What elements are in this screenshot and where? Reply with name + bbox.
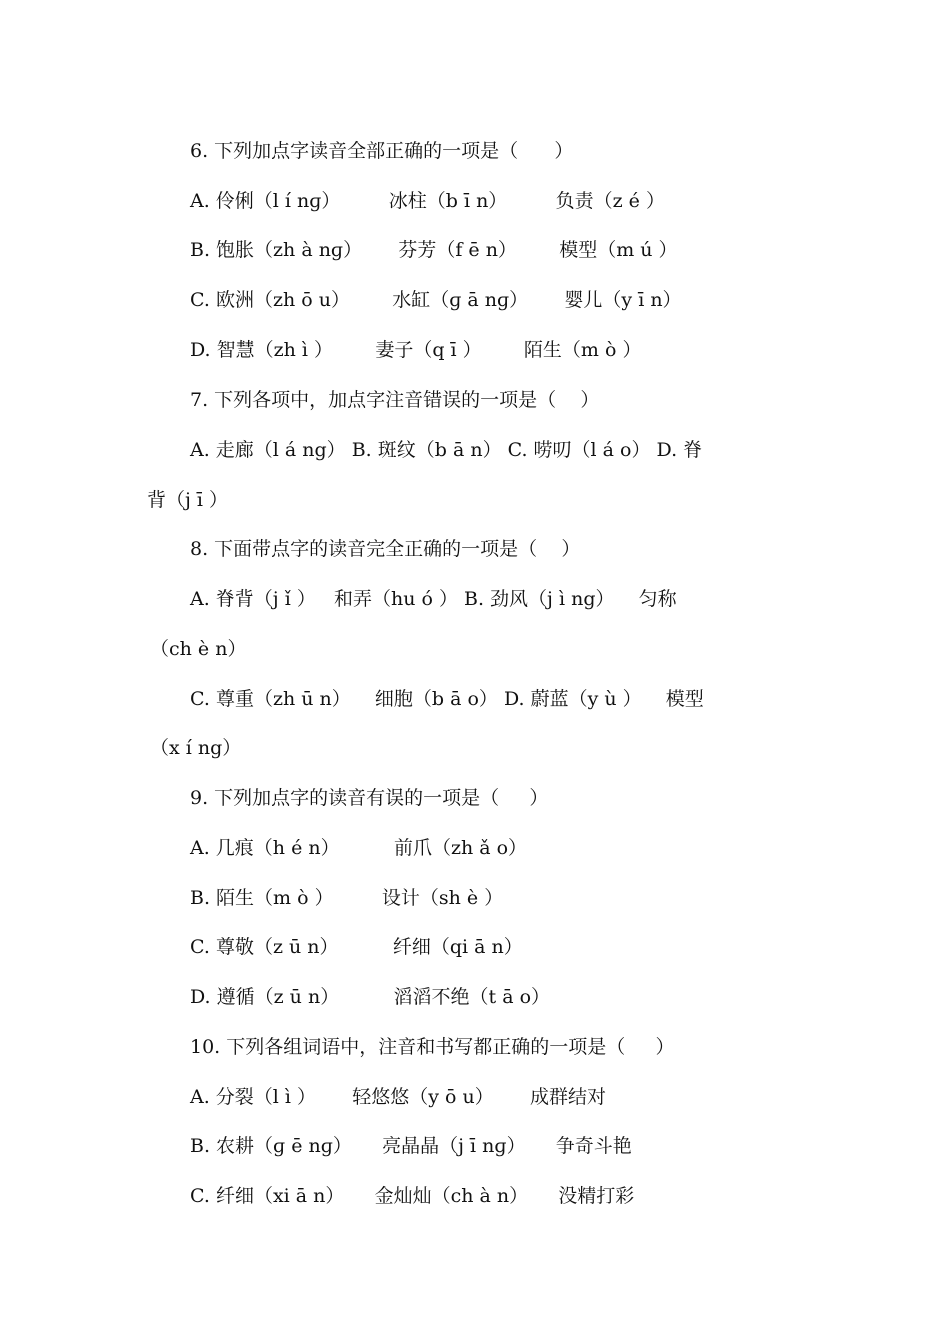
question-7-options: A. 走廊（l á ng） B. 斑纹（b ā n） C. 唠叨（l á o） D. 脊 <box>190 439 703 461</box>
question-8-options-ab: A. 脊背（j ǐ ） 和弄（hu ó ） B. 劲风（j ì ng） 匀称 <box>190 588 677 610</box>
question-6-option-a: A. 伶俐（l í nɡ） 冰柱（b ī n） 负责（z é ） <box>190 190 665 212</box>
question-9-option-a: A. 几痕（h é n） 前爪（zh ǎ o） <box>190 837 528 859</box>
question-6-stem: 6. 下列加点字读音全部正确的一项是（ ） <box>190 140 574 162</box>
question-9-stem: 9. 下列加点字的读音有误的一项是（ ） <box>190 787 549 809</box>
question-10-option-c: C. 纤细（xi ā n） 金灿灿（ch à n） 没精打彩 <box>190 1185 635 1207</box>
question-7-stem: 7. 下列各项中，加点字注音错误的一项是（ ） <box>190 389 600 411</box>
question-8-options-ab-cont: （ch è n） <box>150 638 247 660</box>
question-8-options-cd: C. 尊重（zh ū n） 细胞（b ā o） D. 蔚蓝（y ù ） 模型 <box>190 688 704 710</box>
question-6-option-c: C. 欧洲（zh ō u） 水缸（ɡ ā nɡ） 婴儿（y ī n） <box>190 289 682 311</box>
question-10-option-a: A. 分裂（l ì ） 轻悠悠（y ō u） 成群结对 <box>190 1086 606 1108</box>
question-7-options-cont: 背（j ī ） <box>147 489 229 511</box>
question-6-option-d: D. 智慧（zh ì ） 妻子（q ī ） 陌生（m ò ） <box>190 339 642 361</box>
question-10-option-b: B. 农耕（ɡ ē nɡ） 亮晶晶（j ī nɡ） 争奇斗艳 <box>190 1135 632 1157</box>
question-8-stem: 8. 下面带点字的读音完全正确的一项是（ ） <box>190 538 581 560</box>
question-10-stem: 10. 下列各组词语中，注音和书写都正确的一项是（ ） <box>190 1036 675 1058</box>
question-9-option-b: B. 陌生（m ò ） 设计（sh è ） <box>190 887 504 909</box>
question-8-options-cd-cont: （x í ng） <box>150 737 242 759</box>
question-6-option-b: B. 饱胀（zh à nɡ） 芬芳（f ē n） 模型（m ú ） <box>190 239 678 261</box>
question-9-option-d: D. 遵循（z ū n） 滔滔不绝（t ā o） <box>190 986 551 1008</box>
question-9-option-c: C. 尊敬（z ū n） 纤细（qi ā n） <box>190 936 523 958</box>
